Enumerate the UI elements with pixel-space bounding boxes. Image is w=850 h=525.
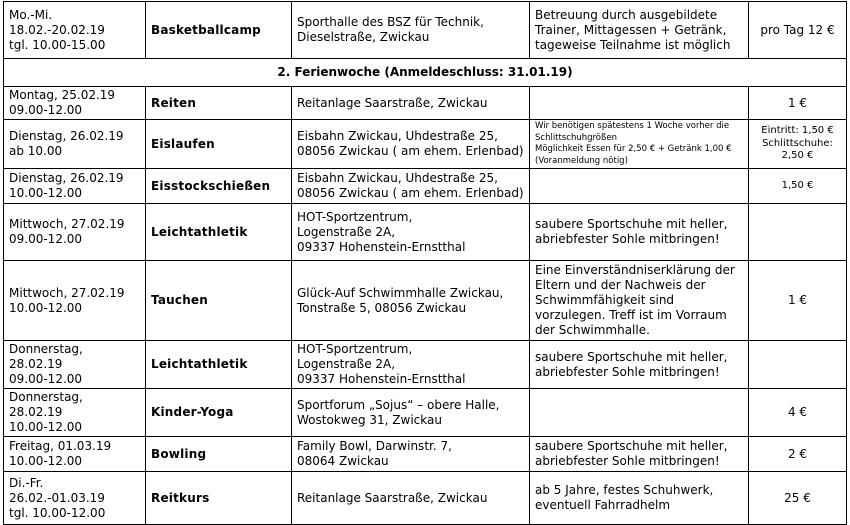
table-row	[4, 169, 847, 204]
place-cell: Eisbahn Zwickau, Uhdestraße 25, 08056 Zwickau ( am ehem. Erlenbad)	[292, 169, 530, 204]
date-cell: Mittwoch, 27.02.19 10.00-12.00	[4, 261, 146, 341]
table-row	[4, 261, 847, 341]
table-row	[4, 2, 847, 59]
activity-cell: Eislaufen	[146, 120, 292, 169]
info-cell: saubere Sportschuhe mit heller, abriebfester Sohle mitbringen!	[530, 437, 749, 472]
price-cell	[749, 204, 847, 261]
place-cell: Reitanlage Saarstraße, Zwickau	[292, 472, 530, 525]
info-cell: saubere Sportschuhe mit heller, abriebfester Sohle mitbringen!	[530, 341, 749, 389]
info-cell	[530, 169, 749, 204]
place-cell: HOT-Sportzentrum, Logenstraße 2A, 09337 Hohenstein-Ernstthal	[292, 341, 530, 389]
info-cell	[530, 389, 749, 437]
date-cell: Montag, 25.02.19 09.00-12.00	[4, 87, 146, 120]
info-cell	[530, 87, 749, 120]
date-cell: Mo.-Mi. 18.02.-20.02.19 tgl. 10.00-15.00	[4, 2, 146, 59]
schedule-table	[3, 1, 847, 525]
place-cell: HOT-Sportzentrum, Logenstraße 2A, 09337 Hohenstein-Ernstthal	[292, 204, 530, 261]
date-cell: Mittwoch, 27.02.19 09.00-12.00	[4, 204, 146, 261]
table-row	[4, 120, 847, 169]
date-cell: Dienstag, 26.02.19 10.00-12.00	[4, 169, 146, 204]
date-cell: Dienstag, 26.02.19 ab 10.00	[4, 120, 146, 169]
activity-cell: Basketballcamp	[146, 2, 292, 59]
place-cell: Glück-Auf Schwimmhalle Zwickau, Tonstraße 5, 08056 Zwickau	[292, 261, 530, 341]
activity-cell: Bowling	[146, 437, 292, 472]
table-row	[4, 341, 847, 389]
place-cell: Sportforum „Sojus“ – obere Halle, Wostokweg 31, Zwickau	[292, 389, 530, 437]
table-row	[4, 87, 847, 120]
price-cell: 4 €	[749, 389, 847, 437]
price-cell: 1,50 €	[749, 169, 847, 204]
section-heading: 2. Ferienwoche (Anmeldeschluss: 31.01.19)	[4, 59, 847, 87]
activity-cell: Tauchen	[146, 261, 292, 341]
table-row	[4, 437, 847, 472]
price-cell: 1 €	[749, 87, 847, 120]
activity-cell: Eisstockschießen	[146, 169, 292, 204]
price-cell: 2 €	[749, 437, 847, 472]
activity-cell: Leichtathletik	[146, 341, 292, 389]
date-cell: Donnerstag, 28.02.19 09.00-12.00	[4, 341, 146, 389]
date-cell: Donnerstag, 28.02.19 10.00-12.00	[4, 389, 146, 437]
price-cell	[749, 341, 847, 389]
price-cell: 1 €	[749, 261, 847, 341]
table-row	[4, 204, 847, 261]
place-cell: Reitanlage Saarstraße, Zwickau	[292, 87, 530, 120]
info-cell: Eine Einverständniserklärung der Eltern und der Nachweis der Schwimmfähigkeit sind vorzulegen. Treff ist im Vorraum der Schwimmhalle.	[530, 261, 749, 341]
date-cell: Freitag, 01.03.19 10.00-12.00	[4, 437, 146, 472]
place-cell: Sporthalle des BSZ für Technik, Dieselstraße, Zwickau	[292, 2, 530, 59]
table-row	[4, 389, 847, 437]
activity-cell: Leichtathletik	[146, 204, 292, 261]
date-cell: Di.-Fr. 26.02.-01.03.19 tgl. 10.00-12.00	[4, 472, 146, 525]
price-cell: pro Tag 12 €	[749, 2, 847, 59]
price-cell: Eintritt: 1,50 € Schlittschuhe: 2,50 €	[749, 120, 847, 169]
info-cell: Betreuung durch ausgebildete Trainer, Mittagessen + Getränk, tageweise Teilnahme ist möglich	[530, 2, 749, 59]
info-cell: Wir benötigen spätestens 1 Woche vorher die Schlittschuhgrößen Möglichkeit Essen für 2,50 € + Getränk 1,00 € (Voranmeldung nötig)	[530, 120, 749, 169]
activity-cell: Reiten	[146, 87, 292, 120]
place-cell: Eisbahn Zwickau, Uhdestraße 25, 08056 Zwickau ( am ehem. Erlenbad)	[292, 120, 530, 169]
activity-cell: Reitkurs	[146, 472, 292, 525]
price-cell: 25 €	[749, 472, 847, 525]
activity-cell: Kinder-Yoga	[146, 389, 292, 437]
section-row	[4, 59, 847, 87]
info-cell: saubere Sportschuhe mit heller, abriebfester Sohle mitbringen!	[530, 204, 749, 261]
table-row	[4, 472, 847, 525]
info-cell: ab 5 Jahre, festes Schuhwerk, eventuell Fahrradhelm	[530, 472, 749, 525]
place-cell: Family Bowl, Darwinstr. 7, 08064 Zwickau	[292, 437, 530, 472]
